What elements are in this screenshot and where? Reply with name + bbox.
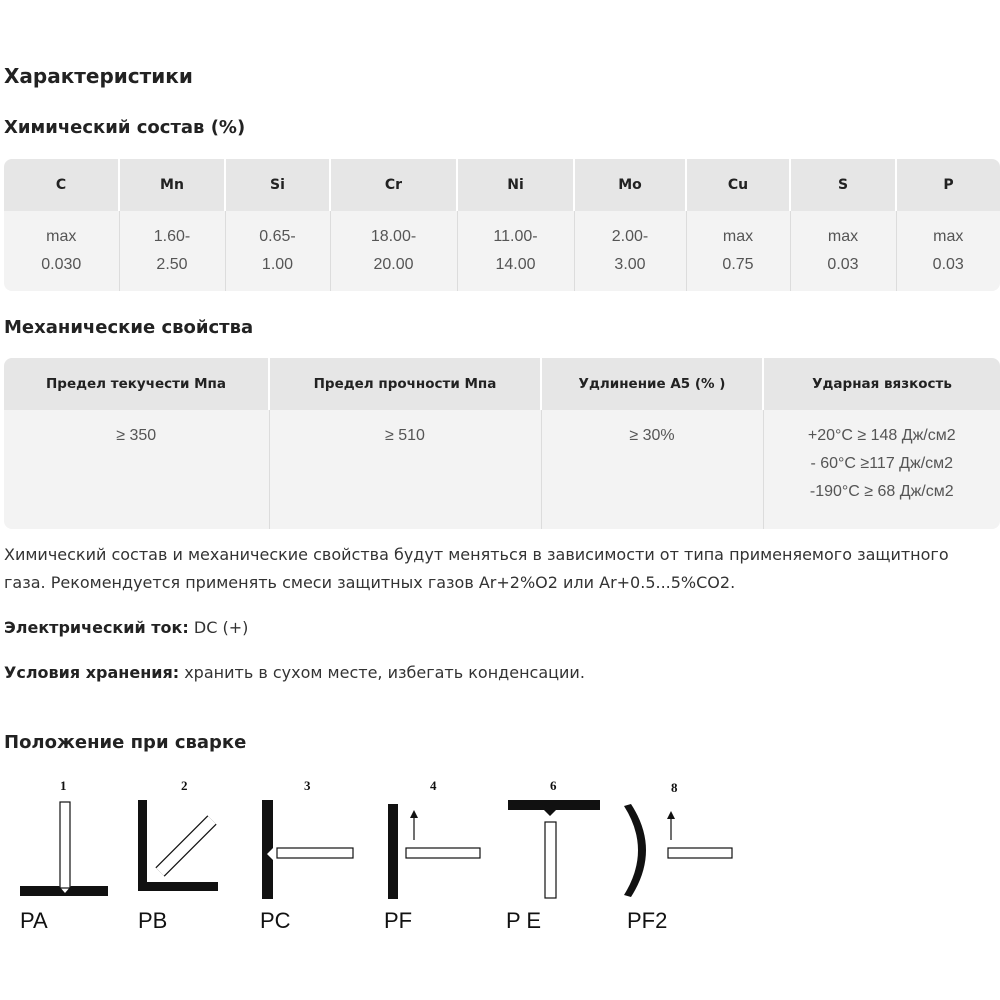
welding-positions-diagram <box>0 770 760 940</box>
column-header: Предел текучести Мпа <box>4 358 269 410</box>
column-header: Mn <box>119 159 225 211</box>
table-cell: 2.00- 3.00 <box>574 211 686 291</box>
welding-position-pf <box>384 778 480 933</box>
column-header: Si <box>225 159 330 211</box>
table-cell: 1.60- 2.50 <box>119 211 225 291</box>
position-number: 8 <box>671 780 678 795</box>
storage-conditions-label: Условия хранения: <box>4 663 180 682</box>
yield-strength-cell: ≥ 350 <box>4 410 269 529</box>
column-header: Cr <box>330 159 457 211</box>
position-code: P E <box>506 908 542 933</box>
table-header-row <box>4 358 1000 410</box>
section-title-mechanical-properties: Механические свойства <box>4 317 254 338</box>
position-code: PC <box>260 908 291 933</box>
position-number: 6 <box>550 778 557 793</box>
section-title-chemical-composition: Химический состав (%) <box>4 117 246 138</box>
table-cell: 11.00- 14.00 <box>457 211 574 291</box>
table-cell: 18.00- 20.00 <box>330 211 457 291</box>
composition-note: Химический состав и механические свойства будут меняться в зависимости от типа применяемого защитного газа. Рекомендуется применять смеси защитных газов Ar+2%O2 или Ar+0.5...5%CO2. <box>4 545 949 592</box>
section-title-characteristics: Характеристики <box>4 64 193 88</box>
section-title-welding-positions: Положение при сварке <box>4 732 247 753</box>
column-header: P <box>896 159 1000 211</box>
welding-position-pf2 <box>624 780 732 933</box>
column-header: Предел прочности Мпа <box>269 358 541 410</box>
storage-conditions-line <box>4 659 994 687</box>
position-number: 4 <box>430 778 437 793</box>
table-header-row <box>4 159 1000 211</box>
welding-position-pe <box>506 778 600 933</box>
position-code: PF2 <box>627 908 668 933</box>
table-cell: max 0.03 <box>790 211 896 291</box>
chemical-composition-table <box>4 159 1000 291</box>
storage-conditions-value: хранить в сухом месте, избегать конденсации. <box>179 663 585 682</box>
column-header: Mo <box>574 159 686 211</box>
position-code: PF <box>384 908 413 933</box>
column-header: S <box>790 159 896 211</box>
electric-current-line <box>4 614 994 642</box>
table-cell: max 0.03 <box>896 211 1000 291</box>
table-cell: max 0.75 <box>686 211 790 291</box>
column-header: Ударная вязкость <box>763 358 1000 410</box>
welding-position-pc <box>260 778 353 933</box>
mechanical-properties-table <box>4 358 1000 529</box>
welding-position-pa <box>20 778 108 933</box>
welding-position-pb <box>138 778 218 933</box>
electric-current-label: Электрический ток: <box>4 618 189 637</box>
table-row <box>4 211 1000 291</box>
position-number: 1 <box>60 778 67 793</box>
column-header: Ni <box>457 159 574 211</box>
electric-current-value: DC (+) <box>188 618 249 637</box>
table-cell: max 0.030 <box>4 211 119 291</box>
column-header: C <box>4 159 119 211</box>
table-cell: 0.65- 1.00 <box>225 211 330 291</box>
position-code: PA <box>20 908 48 933</box>
position-number: 3 <box>304 778 311 793</box>
column-header: Cu <box>686 159 790 211</box>
elongation-cell: ≥ 30% <box>541 410 763 529</box>
table-row <box>4 410 1000 529</box>
column-header: Удлинение А5 (% ) <box>541 358 763 410</box>
position-code: PB <box>138 908 168 933</box>
position-number: 2 <box>181 778 188 793</box>
impact-toughness-cell: +20°С ≥ 148 Дж/см2 - 60°С ≥117 Дж/см2 -190°С ≥ 68 Дж/см2 <box>763 410 1000 529</box>
tensile-strength-cell: ≥ 510 <box>269 410 541 529</box>
